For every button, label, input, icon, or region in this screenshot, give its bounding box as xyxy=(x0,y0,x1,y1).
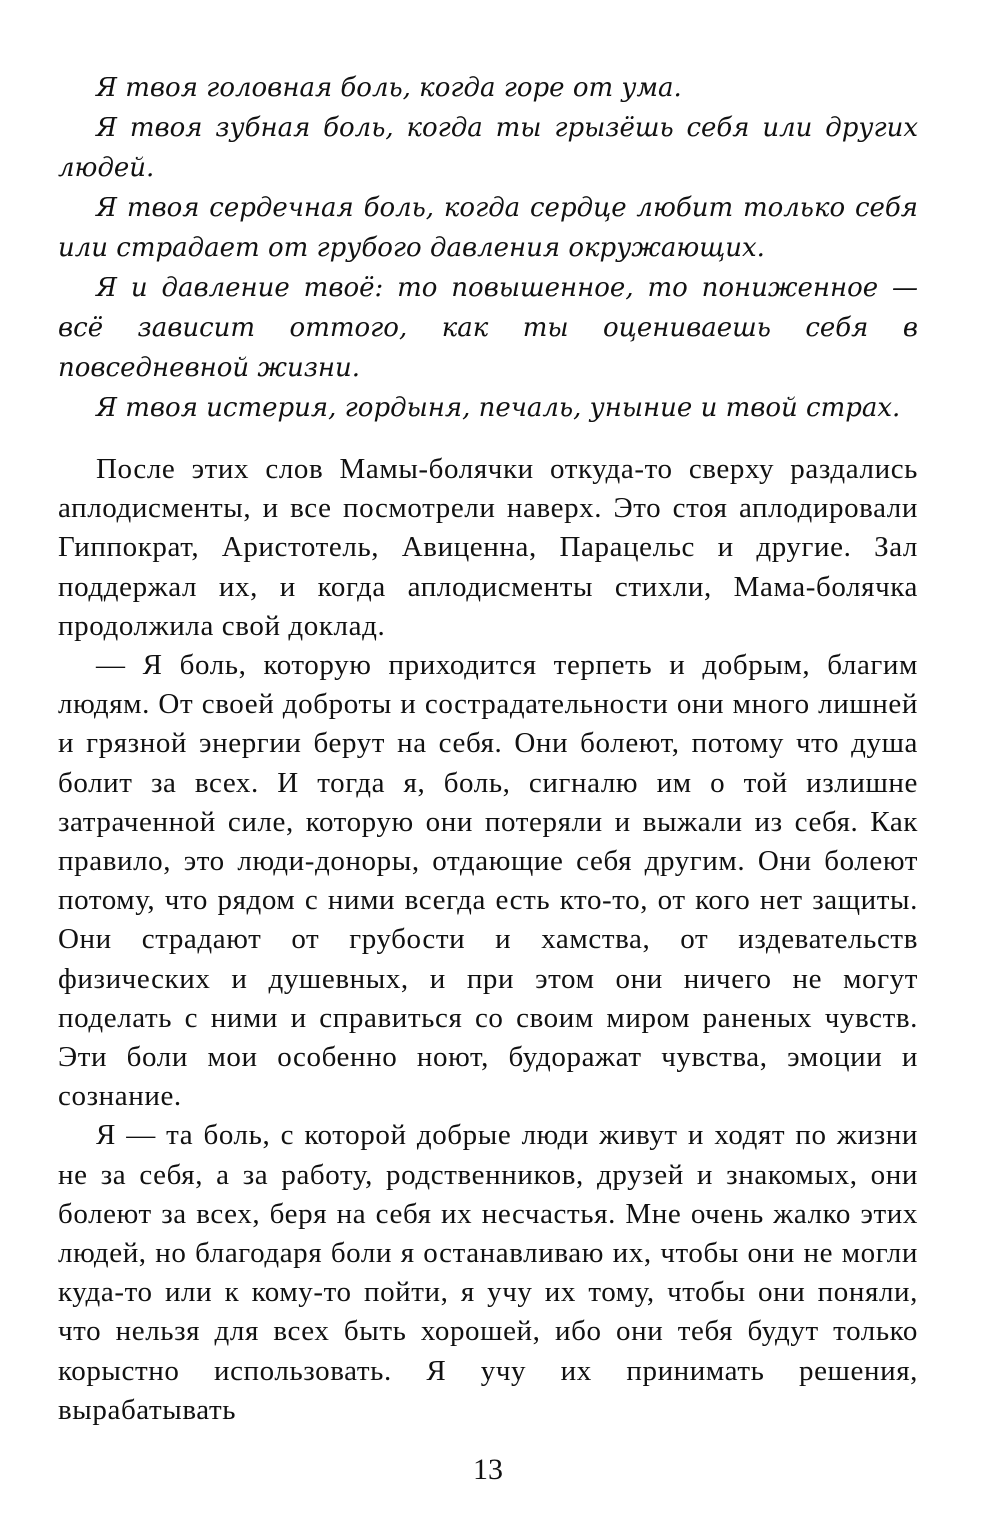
book-page xyxy=(58,0,918,1531)
poem-line: Я и давление твоё: то повышенное, то пониженное — всё зависит оттого, как ты оцениваешь себя в повседневной жизни. xyxy=(58,273,918,383)
poem-line: Я твоя истерия, гордыня, печаль, уныние и твой страх. xyxy=(96,393,901,423)
poem-block xyxy=(58,68,918,428)
page-number: 13 xyxy=(473,1453,503,1486)
poem-line: Я твоя головная боль, когда горе от ума. xyxy=(96,73,682,103)
paragraph: Я — та боль, с которой добрые люди живут и ходят по жизни не за себя, а за работу, родственников, друзей и знакомых, они болеют за всех, беря на себя их несчастья. Мне очень жалко этих людей, но благодаря боли я останавливаю их, чтобы они не могли куда-то или к кому-то пойти, я учу их тому, чтобы они поняли, что нельзя для всех быть хорошей, ибо они тебя будут только корыстно использовать. Я учу их принимать решения, вырабатывать xyxy=(58,1119,918,1426)
poem-line: Я твоя зубная боль, когда ты грызёшь себя или других людей. xyxy=(58,113,918,183)
prose-block xyxy=(58,450,918,1430)
paragraph: — Я боль, которую приходится терпеть и добрым, благим людям. От своей доброты и сострадательности они много лишней и грязной энергии берут на себя. Они болеют, потому что душа болит за всех. И тогда я, боль, сигналю им о той излишне затраченной силе, которую они потеряли и выжали из себя. Как правило, это люди-доноры, отдающие себя другим. Они болеют потому, что рядом с ними всегда есть кто-то, от кого нет защиты. Они страдают от грубости и хамства, от издевательств физических и душевных, и при этом они ничего не могут поделать с ними и справиться со своим миром раненых чувств. Эти боли мои особенно ноют, будоражат чувства, эмоции и сознание. xyxy=(58,649,918,1113)
poem-line: Я твоя сердечная боль, когда сердце любит только себя или страдает от грубого давления окружающих. xyxy=(58,193,918,263)
paragraph: После этих слов Мамы-болячки откуда-то сверху раздались аплодисменты, и все посмотрели наверх. Это стоя аплодировали Гиппократ, Аристотель, Авиценна, Парацельс и другие. Зал поддержал их, и когда аплодисменты стихли, Мама-болячка продолжила свой доклад. xyxy=(58,453,918,642)
